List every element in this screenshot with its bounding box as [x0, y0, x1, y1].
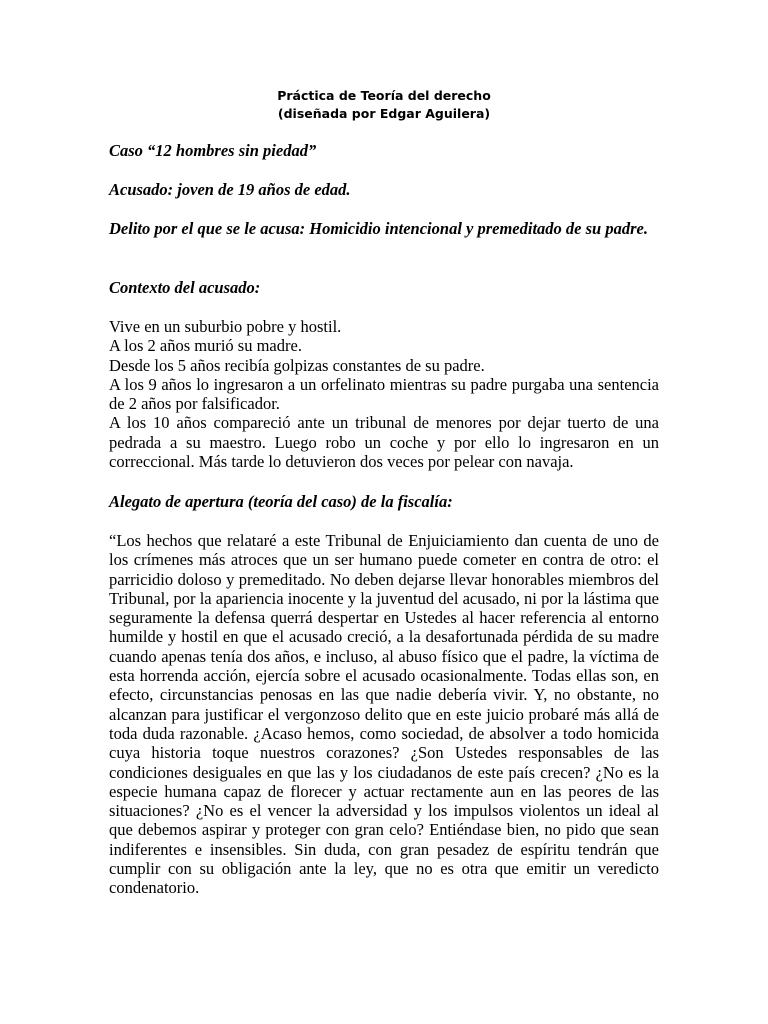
context-item: A los 2 años murió su madre. — [109, 336, 302, 356]
opening-heading: Alegato de apertura (teoría del caso) de la fiscalía: — [109, 492, 453, 511]
document-title: Práctica de Teoría del derecho — [277, 88, 491, 103]
context-list — [109, 317, 659, 471]
context-item: Vive en un suburbio pobre y hostil. — [109, 317, 342, 336]
context-heading: Contexto del acusado: — [109, 278, 261, 297]
context-item: A los 10 años compareció ante un tribunal de menores por dejar tuerto de una pedrada a su maestro. Luego robo un coche y por ello lo ingresaron en un correccional. Más tarde lo detuvieron dos veces por pelear con navaja. — [109, 413, 659, 472]
opening-statement: “Los hechos que relataré a este Tribunal de Enjuiciamiento dan cuenta de uno de los crímenes más atroces que un ser humano puede cometer en contra de otro: el parricidio doloso y premeditado. No deben dejarse llevar honorables miembros del Tribunal, por la apariencia inocente y la juventud del acusado, ni por la lástima que seguramente la defensa querrá despertar en Ustedes al hacer referencia al entorno humilde y hostil en que el acusado creció, a la desafortunada pérdida de su madre cuando apenas tenía dos años, e incluso, al abuso físico que el padre, la víctima de esta horrenda acción, ejercía sobre el acusado ocasionalmente. Todas ellas son, en efecto, circunstancias penosas en las que nadie debería vivir. Y, no obstante, no alcanzan para justificar el vergonzoso delito que en este juicio probaré más allá de toda duda razonable. ¿Acaso hemos, como sociedad, de absolver a todo homicida cuya historia toque nuestros corazones? ¿Son Ustedes responsables de las condiciones desiguales en que las y los ciudadanos de este país crecen? ¿No es la especie humana capaz de florecer y actuar rectamente aun en las peores de las situaciones? ¿No es el vencer la adversidad y los impulsos violentos un ideal al que debemos aspirar y proteger con gran celo? Entiéndase bien, no pido que sean indiferentes e insensibles. Sin duda, con gran pesadez de espíritu tendrán que cumplir con su obligación ante la ley, que no es otra que emitir un veredicto condenatorio. — [109, 531, 659, 898]
document-subtitle: (diseñada por Edgar Aguilera) — [277, 106, 491, 121]
case-heading: Caso “12 hombres sin piedad” — [109, 141, 317, 160]
context-item: A los 9 años lo ingresaron a un orfelinato mientras su padre purgaba una sentencia de 2 años por falsificador. — [109, 374, 659, 414]
crime-heading: Delito por el que se le acusa: Homicidio intencional y premeditado de su padre. — [109, 219, 648, 238]
context-item: Desde los 5 años recibía golpizas constantes de su padre. — [109, 355, 485, 375]
accused-heading: Acusado: joven de 19 años de edad. — [109, 180, 351, 199]
